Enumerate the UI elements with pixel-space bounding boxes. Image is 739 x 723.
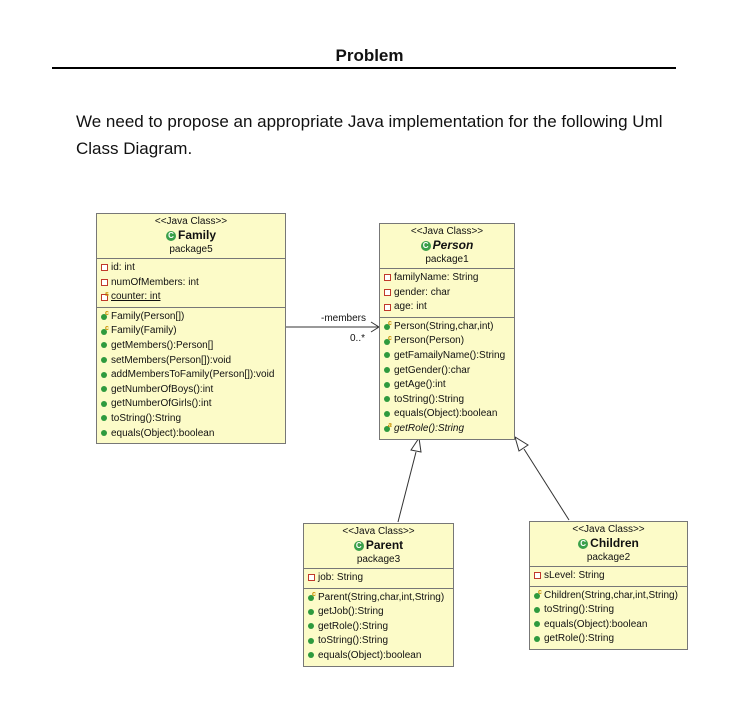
public-method-icon (100, 355, 109, 365)
method-tostring: toString():String (318, 635, 389, 647)
class-parent-header (304, 524, 453, 569)
static-field-icon (100, 292, 109, 302)
class-family-package: package5 (169, 244, 213, 255)
class-person-stereotype: <<Java Class>> (410, 226, 484, 237)
method-equals: equals(Object):boolean (394, 408, 498, 420)
method-getnumberofgirls: getNumberOfGirls():int (111, 398, 212, 410)
inheritance-line-children (524, 449, 569, 520)
method-equals: equals(Object):boolean (318, 649, 422, 661)
method-tostring: toString():String (394, 393, 465, 405)
method-equals: equals(Object):boolean (111, 427, 215, 439)
attribute-familyname: familyName: String (394, 272, 479, 283)
private-field-icon (307, 572, 316, 582)
class-icon: C (354, 541, 364, 551)
class-family[interactable] (96, 213, 286, 444)
class-parent-package: package3 (356, 554, 401, 565)
public-method-icon (383, 394, 392, 404)
method-person-fields: Person(String,char,int) (394, 320, 494, 332)
association-multiplicity-label: 0..* (350, 333, 366, 344)
association-role-label: -members (321, 313, 367, 324)
method-getgender: getGender():char (394, 364, 471, 376)
public-method-icon (383, 365, 392, 375)
method-tostring: toString():String (544, 604, 615, 616)
class-children[interactable] (529, 521, 688, 650)
method-parent-ctor: Parent(String,char,int,String) (318, 591, 445, 603)
constructor-icon (100, 311, 109, 321)
inheritance-triangle-parent (411, 438, 421, 452)
intro-text: We need to propose an appropriate Java implementation for the following Uml Class Diagram. (76, 112, 663, 158)
method-person-copy: Person(Person) (394, 335, 465, 347)
public-method-icon (100, 399, 109, 409)
page-title: Problem (335, 46, 404, 65)
method-getage: getAge():int (394, 379, 446, 391)
attribute-slevel: sLevel: String (544, 570, 605, 581)
attribute-age: age: int (394, 301, 427, 313)
class-person-name: Person (432, 238, 474, 252)
private-field-icon (383, 272, 392, 282)
public-method-icon (533, 605, 542, 615)
private-field-icon (383, 287, 392, 297)
class-family-stereotype: <<Java Class>> (154, 216, 228, 227)
public-method-icon (533, 619, 542, 629)
constructor-icon (100, 326, 109, 336)
class-children-name: Children (590, 536, 639, 550)
constructor-icon (383, 321, 392, 331)
constructor-icon (383, 336, 392, 346)
class-children-header (530, 522, 687, 567)
class-person-header (380, 224, 514, 269)
method-setmembers: setMembers(Person[]):void (111, 354, 232, 366)
method-family-copy: Family(Family) (111, 325, 177, 337)
class-children-package: package2 (586, 552, 631, 563)
class-person-methods (380, 318, 514, 439)
method-getrole: getRole():String (318, 620, 389, 632)
public-method-icon (100, 384, 109, 394)
class-parent[interactable] (303, 523, 454, 667)
public-method-icon (383, 380, 392, 390)
constructor-icon (307, 592, 316, 602)
class-person-attributes (380, 269, 514, 318)
inheritance-line-parent (398, 452, 416, 522)
public-method-icon (307, 607, 316, 617)
class-parent-attributes (304, 569, 453, 589)
public-method-icon (307, 621, 316, 631)
class-icon: C (166, 231, 176, 241)
inheritance-triangle-children (515, 437, 528, 451)
method-getrole-abstract: getRole():String (394, 422, 465, 434)
attribute-counter: counter: int (111, 291, 161, 303)
method-children-ctor: Children(String,char,int,String) (544, 589, 678, 601)
class-parent-stereotype: <<Java Class>> (342, 526, 415, 537)
method-family-persons: Family(Person[]) (111, 310, 185, 322)
method-getmembers: getMembers():Person[] (111, 339, 214, 351)
class-family-methods (97, 308, 285, 443)
abstract-method-icon (383, 423, 392, 433)
method-getjob: getJob():String (318, 606, 384, 618)
class-person[interactable] (379, 223, 515, 440)
class-family-attributes (97, 259, 285, 308)
method-getrole: getRole():String (544, 633, 615, 645)
private-field-icon (533, 570, 542, 580)
class-children-stereotype: <<Java Class>> (572, 524, 645, 535)
public-method-icon (307, 650, 316, 660)
class-parent-methods (304, 589, 453, 666)
class-family-header (97, 214, 285, 259)
public-method-icon (383, 350, 392, 360)
method-addmemberstofamily: addMembersToFamily(Person[]):void (111, 369, 275, 381)
attribute-id: id: int (111, 262, 135, 273)
class-children-methods (530, 587, 687, 649)
method-getfamailyname: getFamailyName():String (394, 349, 506, 361)
class-icon: C (578, 539, 588, 549)
public-method-icon (100, 340, 109, 350)
class-parent-name: Parent (365, 538, 404, 552)
method-getnumberofboys: getNumberOfBoys():int (111, 383, 214, 395)
attribute-job: job: String (318, 572, 364, 583)
method-tostring: toString():String (111, 412, 182, 424)
private-field-icon (100, 262, 109, 272)
private-field-icon (383, 302, 392, 312)
class-children-attributes (530, 567, 687, 587)
attribute-numofmembers: numOfMembers: int (111, 276, 199, 288)
public-method-icon (533, 634, 542, 644)
class-person-package: package1 (425, 254, 469, 265)
class-icon: C (421, 241, 431, 251)
attribute-gender: gender: char (394, 286, 451, 298)
method-equals: equals(Object):boolean (544, 618, 648, 630)
private-field-icon (100, 277, 109, 287)
public-method-icon (100, 370, 109, 380)
public-method-icon (100, 428, 109, 438)
public-method-icon (307, 636, 316, 646)
public-method-icon (383, 409, 392, 419)
constructor-icon (533, 590, 542, 600)
class-family-name: Family (177, 228, 216, 242)
public-method-icon (100, 413, 109, 423)
